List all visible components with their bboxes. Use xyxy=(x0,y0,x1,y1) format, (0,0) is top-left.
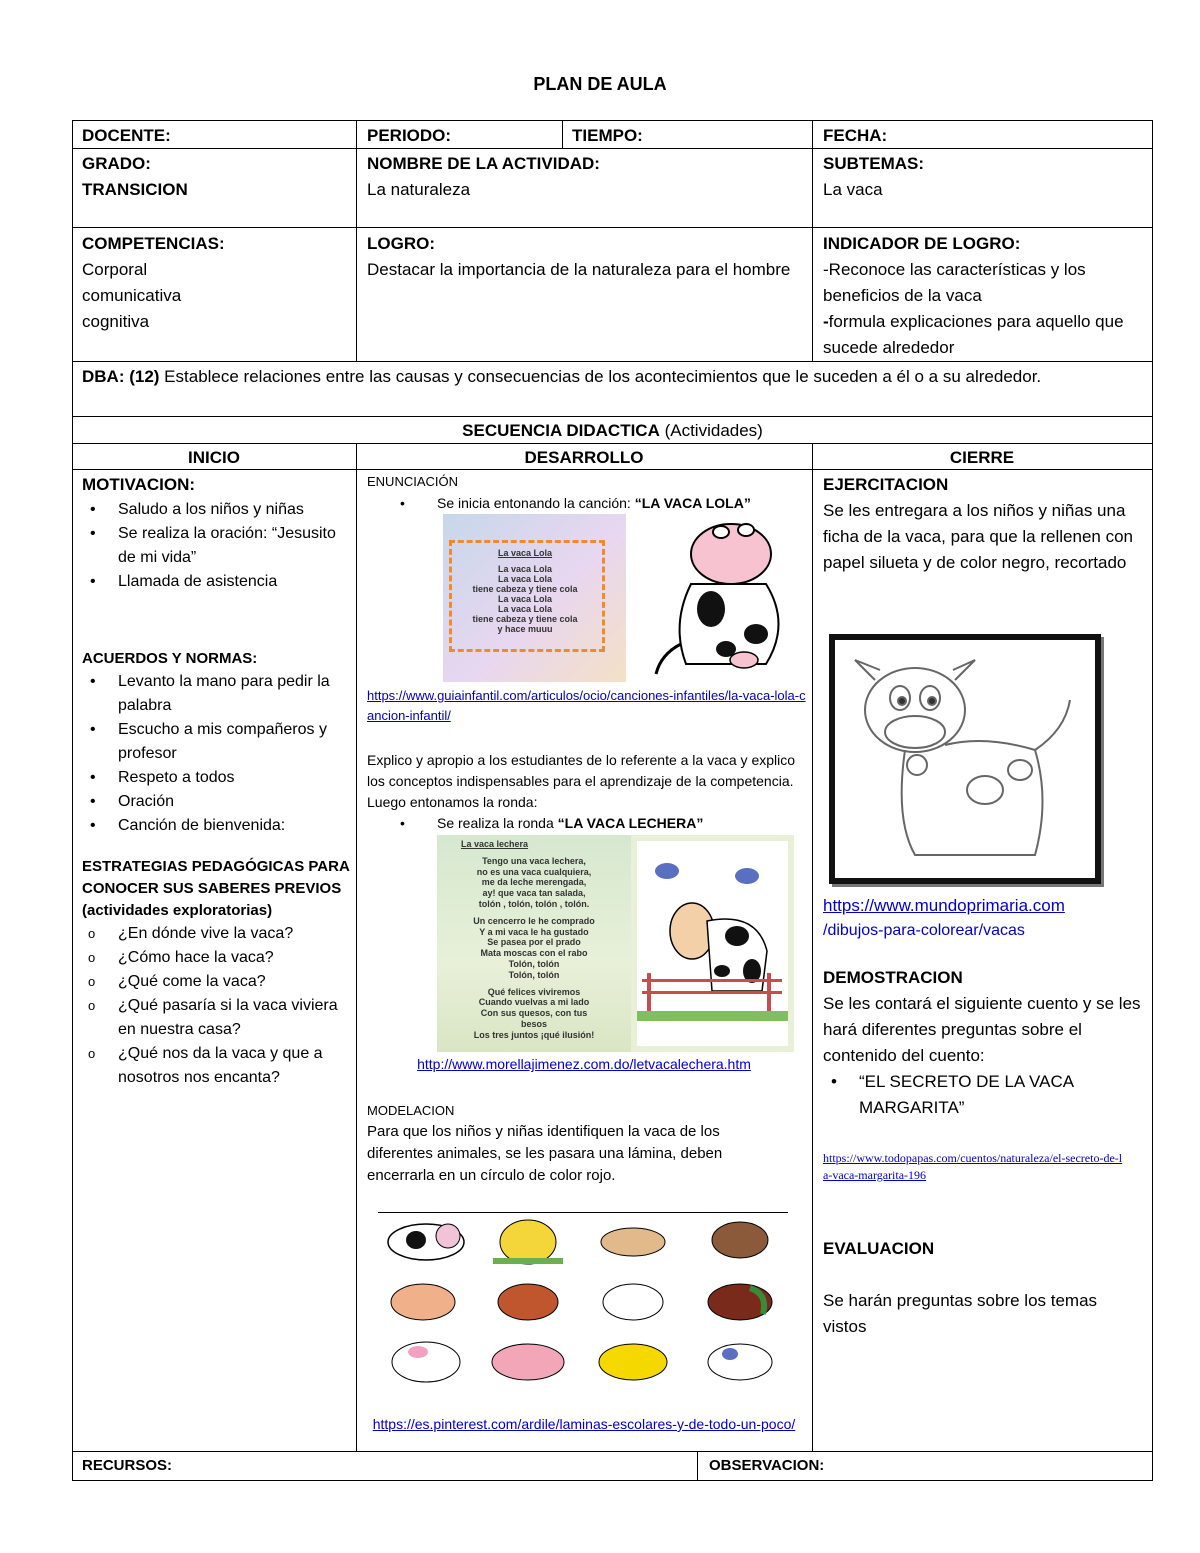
demostracion-block xyxy=(823,965,1145,1121)
song1-line: La vaca Lola xyxy=(497,574,553,584)
demostracion-title: DEMOSTRACION xyxy=(823,968,963,987)
secuencia-subtitle: (Actividades) xyxy=(659,421,763,440)
list-item: o ¿Qué nos da la vaca y que a nosotros nos encanta? xyxy=(82,1042,350,1090)
song1-line: tiene cabeza y tiene cola xyxy=(472,584,578,594)
table-border-top xyxy=(72,120,1153,121)
list-item: o ¿Qué pasaría si la vaca viviera en nuestra casa? xyxy=(82,994,350,1042)
col-desarrollo: DESARROLLO xyxy=(524,448,644,467)
observacion-label: OBSERVACION: xyxy=(709,1457,825,1474)
indicador-cell xyxy=(823,231,1148,361)
list-item: • Se realiza la oración: “Jesusito de mi vida” xyxy=(82,522,350,570)
periodo-label: PERIODO: xyxy=(367,126,452,145)
modelacion-label: MODELACION xyxy=(367,1103,455,1118)
song2-line: Cuando vuelvas a mi lado xyxy=(478,997,590,1008)
page-title: PLAN DE AULA xyxy=(533,74,667,94)
col-divider xyxy=(812,443,813,1451)
indicador-2: formula explicaciones para aquello que sucede alrededor xyxy=(823,312,1124,357)
ronda-title: “LA VACA LECHERA” xyxy=(557,815,704,831)
cancion-line: • Se inicia entonando la canción: “LA VACA LOLA” xyxy=(400,495,751,511)
ronda-prefix: Se realiza la ronda xyxy=(437,815,558,831)
song2-line: Un cencerro le he comprado xyxy=(473,915,595,926)
song2-line: me da leche merengada, xyxy=(481,877,587,888)
coloring-cow-illustration xyxy=(835,640,1095,878)
ejercitacion-title: EJERCITACION xyxy=(823,475,949,494)
song1-line: La vaca Lola xyxy=(497,604,553,614)
vaca-lola-lyrics-image xyxy=(443,514,626,682)
list-item: • Respeto a todos xyxy=(82,766,350,790)
morella-link-row[interactable] xyxy=(356,1054,812,1075)
enunciacion-label: ENUNCIACIÓN xyxy=(367,474,459,489)
row-divider xyxy=(72,1451,1153,1452)
animals-top-rule xyxy=(378,1212,788,1213)
cow-illustration xyxy=(637,841,788,1046)
guiainfantil-link[interactable] xyxy=(367,686,807,726)
col-inicio: INICIO xyxy=(188,448,240,467)
acuerdos-title: ACUERDOS Y NORMAS: xyxy=(82,650,258,667)
song2-line: Con sus quesos, con tus xyxy=(480,1008,588,1019)
mundoprimaria-link[interactable] xyxy=(823,893,1145,943)
indicador-2-prefix: - xyxy=(823,312,829,331)
list-item: • Escucho a mis compañeros y profesor xyxy=(82,718,350,766)
cow-illustration xyxy=(626,514,798,682)
modelacion-text: Para que los niños y niñas identifiquen la vaca de los diferentes animales, se les pasara una lámina, deben encerrarla en un círculo de color rojo. xyxy=(367,1123,723,1184)
dba-cell xyxy=(82,364,1147,390)
pinterest-link[interactable]: https://es.pinterest.com/ardile/laminas-escolares-y-de-todo-un-poco/ xyxy=(372,1416,796,1432)
pinterest-link-row[interactable] xyxy=(364,1414,804,1435)
competencias-cell xyxy=(82,231,352,335)
col-cierre: CIERRE xyxy=(949,448,1015,467)
dba-text: Establece relaciones entre las causas y consecuencias de los acontecimientos que le suceden a él o a su alrededor. xyxy=(159,367,1042,386)
ejercitacion-text: Se les entregara a los niños y niñas una ficha de la vaca, para que la rellenen con papel silueta y de color negro, recortado xyxy=(823,501,1133,572)
song2-line: Tengo una vaca lechera, xyxy=(482,855,586,866)
subtemas-cell xyxy=(823,151,1143,203)
song2-line: Mata moscas con el rabo xyxy=(480,948,588,959)
list-item: • Llamada de asistencia xyxy=(82,570,350,594)
list-item: o ¿En dónde vive la vaca? xyxy=(82,922,350,946)
cancion-title: “LA VACA LOLA” xyxy=(634,495,751,511)
competencia-item: comunicativa xyxy=(82,286,182,305)
indicador-2-line xyxy=(823,309,1148,361)
motivacion-title: MOTIVACION: xyxy=(82,475,196,494)
motivacion-list xyxy=(82,498,350,594)
song2-line: Tolón, tolón xyxy=(508,958,560,969)
competencias-label: COMPETENCIAS: xyxy=(82,234,225,253)
recursos-label: RECURSOS: xyxy=(82,1457,173,1474)
secuencia-title: SECUENCIA DIDACTICA xyxy=(462,421,660,440)
morella-link[interactable]: http://www.morellajimenez.com.do/letvacalechera.htm xyxy=(417,1056,751,1072)
list-item: • “EL SECRETO DE LA VACA MARGARITA” xyxy=(823,1069,1145,1121)
col-divider xyxy=(356,443,357,1451)
list-item: • Canción de bienvenida: xyxy=(82,814,350,838)
row-divider xyxy=(72,227,1153,228)
col-divider xyxy=(356,120,357,361)
competencia-item: cognitiva xyxy=(82,312,150,331)
tiempo-label: TIEMPO: xyxy=(572,126,643,145)
list-item: o ¿Cómo hace la vaca? xyxy=(82,946,350,970)
actividad-label: NOMBRE DE LA ACTIVIDAD: xyxy=(367,154,600,173)
table-border-bottom xyxy=(72,1480,1153,1481)
logro-label: LOGRO: xyxy=(367,234,435,253)
subtemas-value: La vaca xyxy=(823,180,883,199)
demostracion-text: Se les contará el siguiente cuento y se les hará diferentes preguntas sobre el contenido del cuento: xyxy=(823,994,1141,1065)
song1-line: La vaca Lola xyxy=(497,564,553,574)
evaluacion-title: EVALUACION xyxy=(823,1239,935,1258)
acuerdos-list xyxy=(82,670,350,838)
row-divider xyxy=(72,361,1153,362)
link-text-c[interactable]: https://www.todopapas.com/cuentos/naturaleza/el-secreto-de-la-vaca-margarita-196 xyxy=(823,1151,1123,1182)
indicador-label: INDICADOR DE LOGRO: xyxy=(823,234,1021,253)
preguntas-list xyxy=(82,922,350,1090)
actividad-cell xyxy=(367,151,807,203)
cow-cartoon-image xyxy=(626,514,798,682)
song2-line: Se pasea por el prado xyxy=(487,937,581,948)
animals-illustration xyxy=(378,1214,788,1394)
song1-line: tiene cabeza y tiene cola xyxy=(472,614,578,624)
table-border-left xyxy=(72,120,73,1480)
song2-line: besos xyxy=(520,1018,547,1029)
subtemas-label: SUBTEMAS: xyxy=(823,154,925,173)
row-divider xyxy=(72,416,1153,417)
grado-label: GRADO: xyxy=(82,154,151,173)
list-item: • Levanto la mano para pedir la palabra xyxy=(82,670,350,718)
song2-line: Los tres juntos ¡qué ilusión! xyxy=(473,1029,595,1040)
cuento-list xyxy=(823,1069,1145,1121)
cierre-column xyxy=(823,472,1145,576)
table-border-right xyxy=(1152,120,1153,1480)
list-item: • Oración xyxy=(82,790,350,814)
logro-cell xyxy=(367,231,797,283)
evaluacion-text: Se harán preguntas sobre los temas vistos xyxy=(823,1291,1098,1336)
cancion-prefix: Se inicia entonando la canción: xyxy=(437,495,635,511)
list-item: o ¿Qué come la vaca? xyxy=(82,970,350,994)
estrategias-title: ESTRATEGIAS PEDAGÓGICAS PARA CONOCER SUS SABERES PREVIOS (actividades exploratorias) xyxy=(82,858,350,919)
song2-line: ay! que vaca tan salada, xyxy=(482,888,586,899)
song2-line: tolón , tolón, tolón , tolón. xyxy=(478,898,590,909)
secuencia-title-row xyxy=(72,418,1153,444)
fecha-label: FECHA: xyxy=(823,126,888,145)
link-text-a[interactable]: https://www.mundoprimaria.com xyxy=(823,896,1065,915)
inicio-column xyxy=(82,472,350,1090)
song2-title: La vaca lechera xyxy=(461,839,529,849)
song1-title: La vaca Lola xyxy=(497,548,553,558)
song1-line: y hace muuu xyxy=(497,624,553,634)
competencia-item: Corporal xyxy=(82,260,148,279)
ronda-line: • Se realiza la ronda “LA VACA LECHERA” xyxy=(400,815,704,831)
actividad-value: La naturaleza xyxy=(367,180,471,199)
list-item: • Saludo a los niños y niñas xyxy=(82,498,350,522)
cow-coloring-image xyxy=(829,634,1101,884)
song1-line: La vaca Lola xyxy=(497,594,553,604)
dba-label: DBA: (12) xyxy=(82,367,160,386)
grado-value: TRANSICION xyxy=(82,180,188,199)
animals-sheet-image xyxy=(378,1214,788,1394)
indicador-1: -Reconoce las características y los beneficios de la vaca xyxy=(823,260,1086,305)
col-divider xyxy=(562,120,563,148)
col-divider xyxy=(697,1451,698,1480)
logro-value: Destacar la importancia de la naturaleza para el hombre xyxy=(367,260,791,279)
grado-cell xyxy=(82,151,352,203)
col-divider xyxy=(812,120,813,361)
todopapas-link[interactable] xyxy=(823,1150,1123,1184)
link-text-b[interactable]: /dibujos-para-colorear/vacas xyxy=(823,922,1025,939)
vaca-lechera-lyrics-image xyxy=(437,835,631,1052)
song2-line: no es una vaca cualquiera, xyxy=(476,866,592,877)
song2-line: Tolón, tolón xyxy=(508,969,560,980)
explico-text: Explico y apropio a los estudiantes de lo referente a la vaca y explico los conceptos indispensables para el aprendizaje de la competencia. Luego entonamos la ronda: xyxy=(367,752,796,810)
vaca-lechera-cow-image xyxy=(631,835,794,1052)
song2-line: Qué felices viviremos xyxy=(487,986,581,997)
song2-line: Y a mi vaca le ha gustado xyxy=(479,926,589,937)
link-text[interactable]: https://www.guiainfantil.com/articulos/ocio/canciones-infantiles/la-vaca-lola-cancion-infantil/ xyxy=(367,688,806,723)
docente-label: DOCENTE: xyxy=(82,126,171,145)
